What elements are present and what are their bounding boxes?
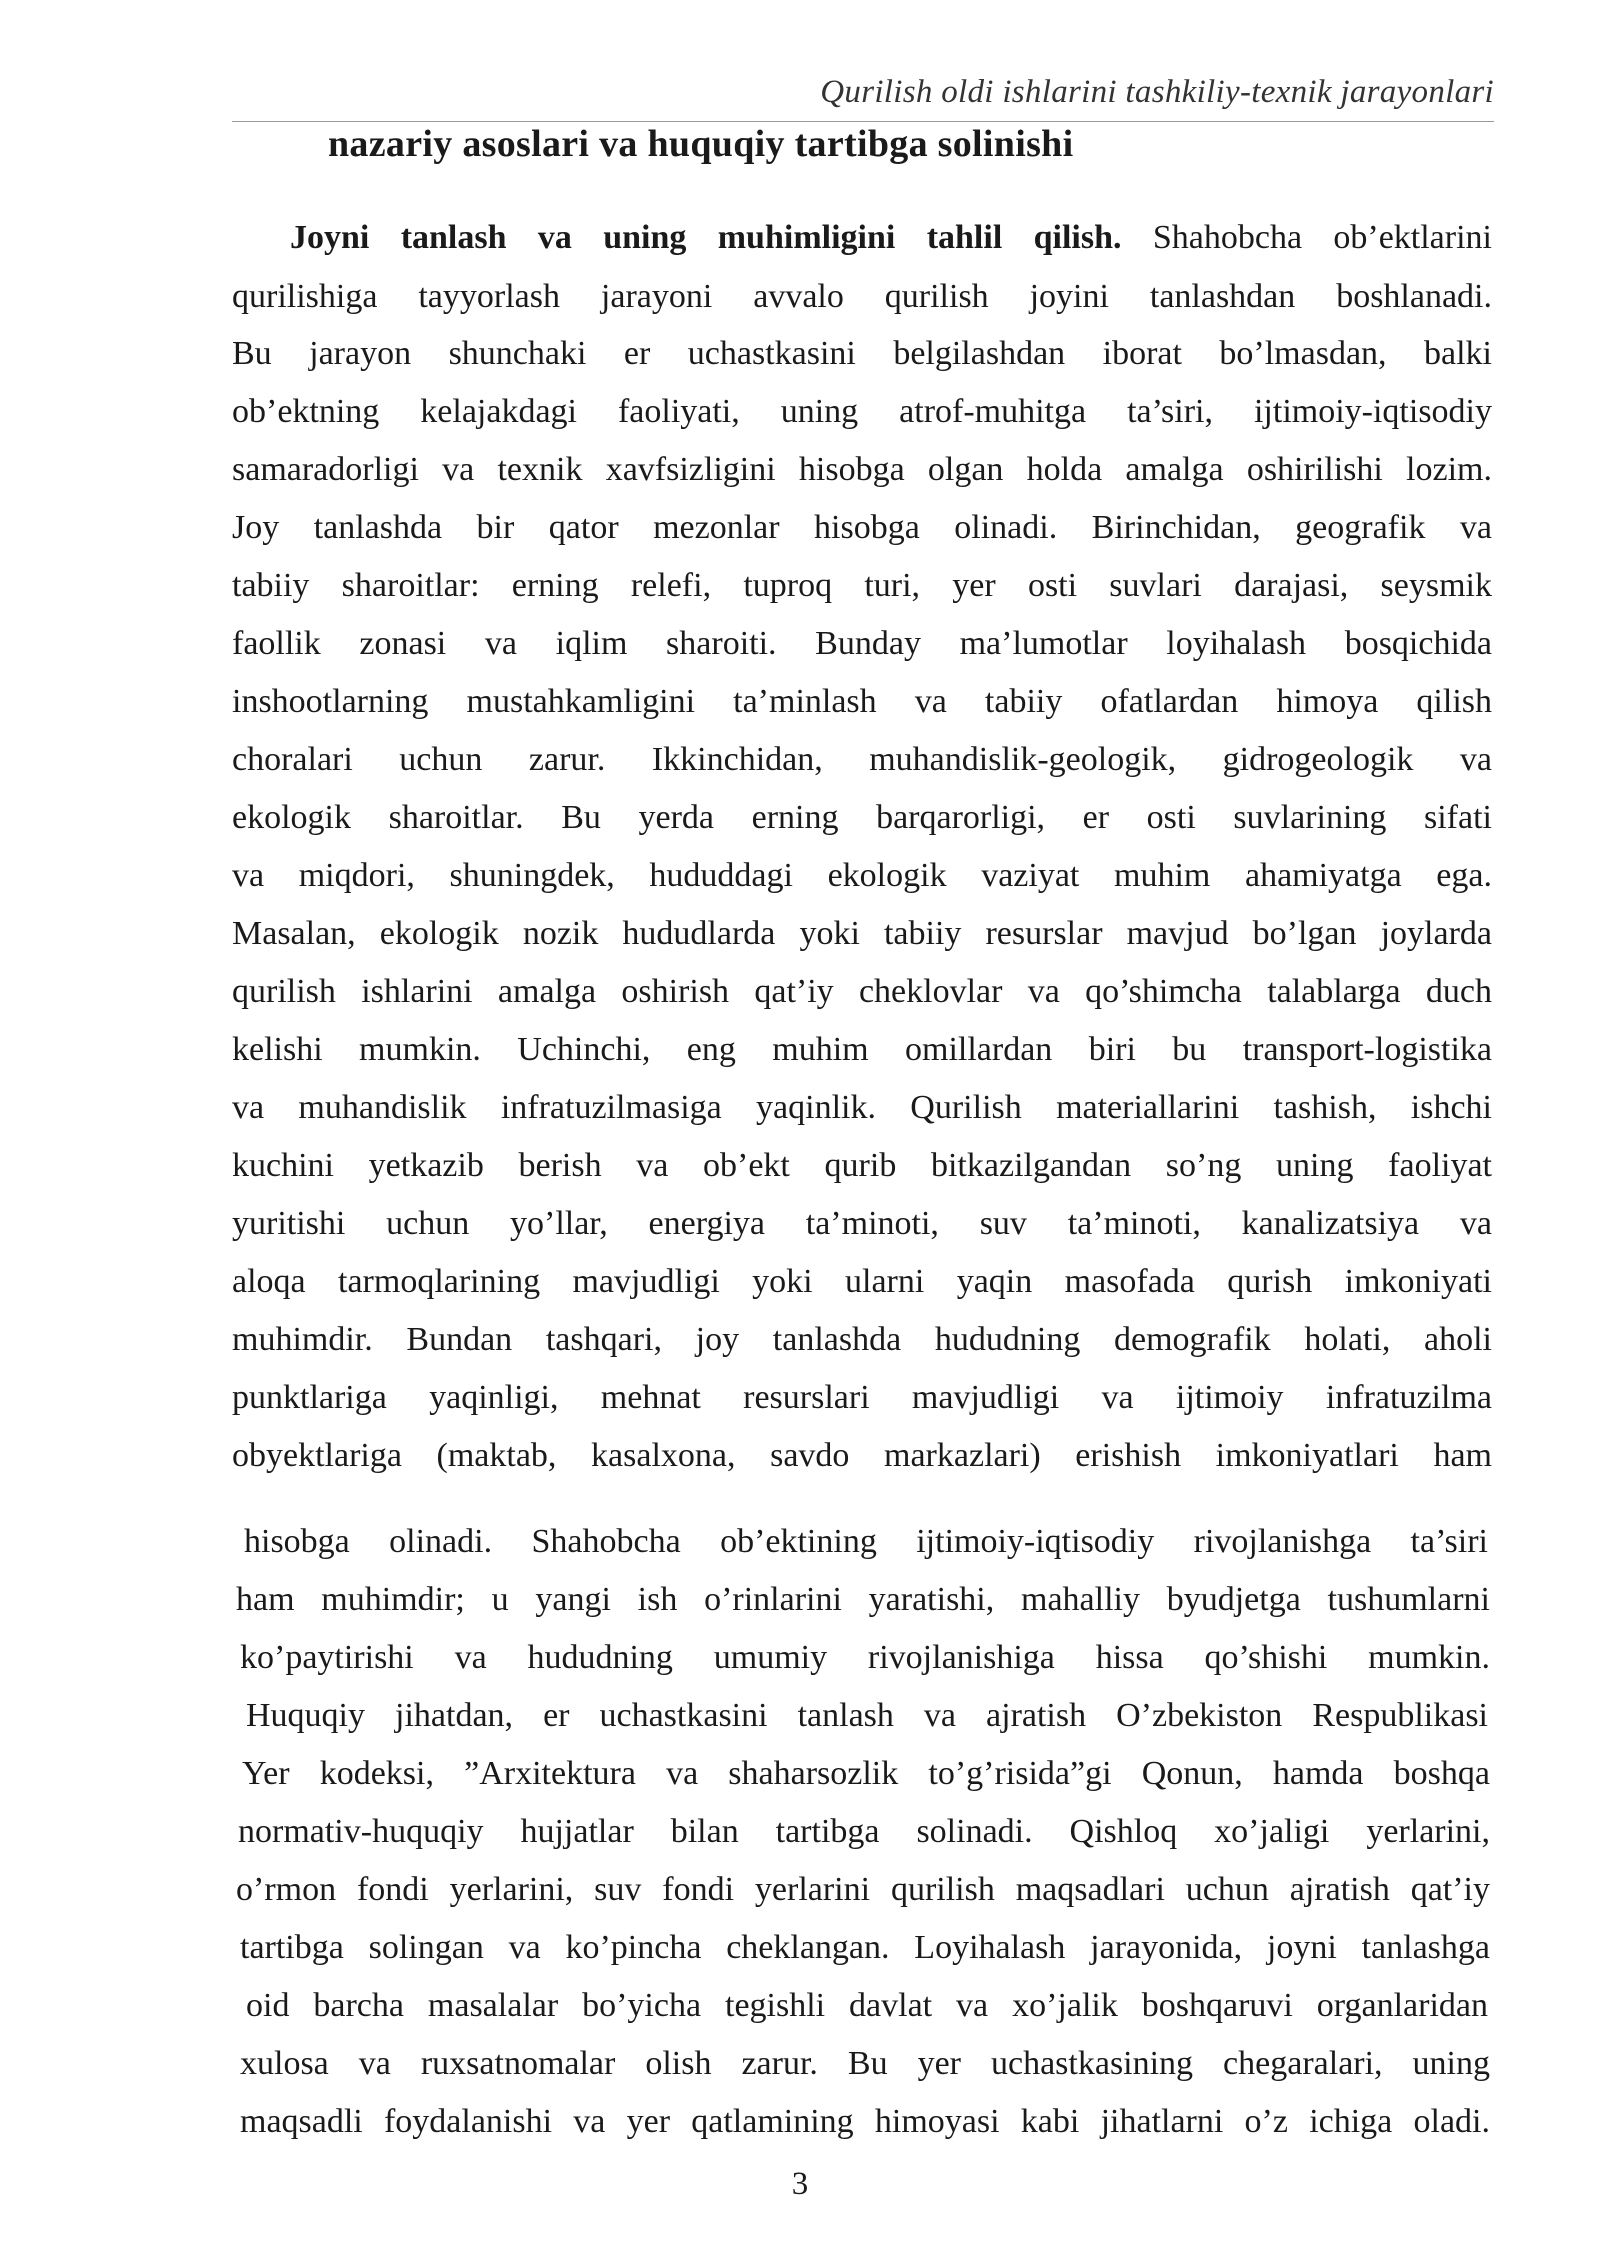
- text-line: qurilish ishlarini amalga oshirish qat’iy cheklovlar va qo’shimcha talablarga duch: [232, 973, 1492, 1010]
- text-line: hisobga olinadi. Shahobcha ob’ektining ijtimoiy-iqtisodiy rivojlanishga ta’siri: [244, 1523, 1488, 1560]
- text-line: o’rmon fondi yerlarini, suv fondi yerlarini qurilish maqsadlari uchun ajratish qat’iy: [236, 1871, 1490, 1908]
- text-line: obyektlariga (maktab, kasalxona, savdo markazlari) erishish imkoniyatlari ham: [232, 1437, 1492, 1474]
- text-line: yuritishi uchun yo’llar, energiya ta’minoti, suv ta’minoti, kanalizatsiya va: [232, 1205, 1492, 1242]
- text-line: ko’paytirishi va hududning umumiy rivojlanishiga hissa qo’shishi mumkin.: [240, 1639, 1490, 1676]
- text-line: Joy tanlashda bir qator mezonlar hisobga olinadi. Birinchidan, geografik va: [232, 509, 1492, 546]
- text-line: punktlariga yaqinligi, mehnat resurslari mavjudligi va ijtimoiy infratuzilma: [232, 1379, 1492, 1416]
- text-line: choralari uchun zarur. Ikkinchidan, muhandislik-geologik, gidrogeologik va: [232, 741, 1492, 778]
- paragraph-lead: Joyni tanlash va uning muhimligini tahlil qilish.: [290, 219, 1122, 256]
- text-line: inshootlarning mustahkamligini ta’minlash va tabiiy ofatlardan himoya qilish: [232, 683, 1492, 720]
- text-line: normativ-huquqiy hujjatlar bilan tartibga solinadi. Qishloq xo’jaligi yerlarini,: [238, 1813, 1490, 1850]
- text-line: ekologik sharoitlar. Bu yerda erning barqarorligi, er osti suvlarining sifati: [232, 799, 1492, 836]
- text-line: tartibga solingan va ko’pincha cheklangan. Loyihalash jarayonida, joyni tanlashga: [240, 1929, 1490, 1966]
- text-line: va muhandislik infratuzilmasiga yaqinlik. Qurilish materiallarini tashish, ishchi: [232, 1089, 1492, 1126]
- text-line: maqsadli foydalanishi va yer qatlamining himoyasi kabi jihatlarni o’z ichiga oladi.: [240, 2103, 1490, 2140]
- text-line: kelishi mumkin. Uchinchi, eng muhim omillardan biri bu transport-logistika: [232, 1031, 1492, 1068]
- text-line: tabiiy sharoitlar: erning relefi, tuproq turi, yer osti suvlari darajasi, seysmik: [232, 567, 1492, 604]
- text-line: xulosa va ruxsatnomalar olish zarur. Bu yer uchastkasining chegaralari, uning: [240, 2045, 1490, 2082]
- text-line: muhimdir. Bundan tashqari, joy tanlashda hududning demografik holati, aholi: [232, 1321, 1492, 1358]
- page-number: 3: [791, 2166, 809, 2202]
- text-line: ham muhimdir; u yangi ish o’rinlarini yaratishi, mahalliy byudjetga tushumlarni: [236, 1581, 1490, 1618]
- text-line: Yer kodeksi, ”Arxitektura va shaharsozlik to’g’risida”gi Qonun, hamda boshqa: [242, 1755, 1490, 1792]
- text-line: va miqdori, shuningdek, hududdagi ekologik vaziyat muhim ahamiyatga ega.: [232, 857, 1492, 894]
- text-line: oid barcha masalalar bo’yicha tegishli davlat va xo’jalik boshqaruvi organlaridan: [246, 1987, 1488, 2024]
- text-line: faollik zonasi va iqlim sharoiti. Bunday ma’lumotlar loyihalash bosqichida: [232, 625, 1492, 662]
- text-line: ob’ektning kelajakdagi faoliyati, uning atrof-muhitga ta’siri, ijtimoiy-iqtisodiy: [232, 393, 1492, 430]
- text-line: Bu jarayon shunchaki er uchastkasini belgilashdan iborat bo’lmasdan, balki: [232, 335, 1492, 372]
- running-title: Qurilish oldi ishlarini tashkiliy-texnik jarayonlari: [820, 74, 1494, 110]
- text-line: kuchini yetkazib berish va ob’ekt qurib bitkazilgandan so’ng uning faoliyat: [232, 1147, 1492, 1184]
- text-line: qurilishiga tayyorlash jarayoni avvalo qurilish joyini tanlashdan boshlanadi.: [232, 278, 1492, 315]
- section-heading: nazariy asoslari va huquqiy tartibga solinishi: [328, 123, 1074, 165]
- text-line: [290, 216, 1492, 260]
- text-span: Shahobcha ob’ektlarini: [1121, 219, 1492, 256]
- text-line: Huquqiy jihatdan, er uchastkasini tanlash va ajratish O’zbekiston Respublikasi: [246, 1697, 1488, 1734]
- text-line: Masalan, ekologik nozik hududlarda yoki tabiiy resurslar mavjud bo’lgan joylarda: [232, 915, 1492, 952]
- text-line: samaradorligi va texnik xavfsizligini hisobga olgan holda amalga oshirilishi lozim.: [232, 451, 1492, 488]
- text-line: aloqa tarmoqlarining mavjudligi yoki ularni yaqin masofada qurish imkoniyati: [232, 1263, 1492, 1300]
